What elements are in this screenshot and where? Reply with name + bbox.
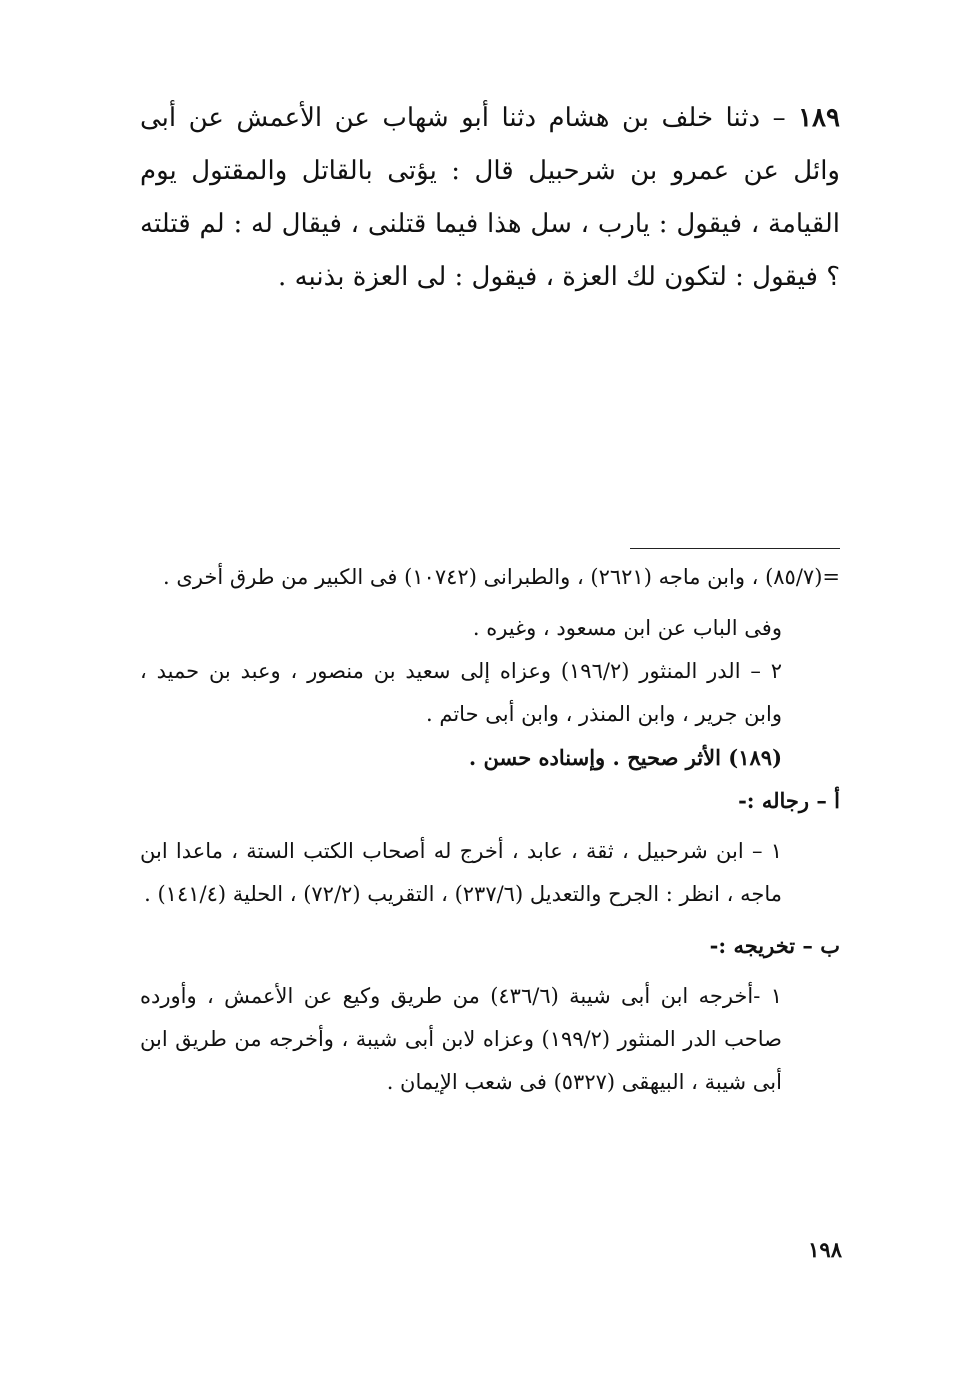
athar-verdict: (١٨٩) الأثر صحيح . وإسناده حسن . — [468, 745, 782, 770]
takhrij-item-1: ١ -أخرجه ابن أبى شيبة (٤٣٦/٦) من طريق وكيع عن الأعمش ، وأورده صاحب الدر المنثور (١٩٩/٢) وعزاه لابن أبى شيبة ، وأخرجه من طريق ابن أبى شيبة ، البيهقى (٥٣٢٧) فى شعب الإيمان . — [140, 984, 782, 1094]
athar-number: ١٨٩ — [798, 103, 840, 133]
narration-paragraph — [140, 92, 840, 304]
footnote-separator — [630, 548, 840, 549]
footnote-2: ٢ – الدر المنثور (١٩٦/٢) وعزاه إلى سعيد بن منصور ، وعبد بن حميد ، وابن جرير ، وابن المنذر ، وابن أبى حاتم . — [140, 659, 782, 726]
rijal-item-1: ١ – ابن شرحبيل ، ثقة ، عابد ، أخرج له أصحاب الكتب الستة ، ماعدا ابن ماجه ، انظر : الجرح والتعديل (٢٣٧/٦) ، التقريب (٧٢/٢) ، الحلية (١٤١/٤) . — [140, 839, 782, 906]
heading-takhrij: ب – تخريجه :- — [709, 933, 840, 958]
footnote-continuation: =(٨٥/٧) ، وابن ماجه (٢٦٢١) ، والطبرانى (١٠٧٤٢) فى الكبير من طرق أخرى . — [163, 565, 840, 589]
narration-text: – دثنا خلف بن هشام دثنا أبو شهاب عن الأعمش عن أبى وائل عن عمرو بن شرحبيل قال : يؤتى بالقاتل والمقتول يوم القيامة ، فيقول : يارب ، سل هذا فيما قتلنى ، فيقال له : لم قتلته ؟ فيقول : لتكون لك العزة ، فيقول : لى العزة بذنبه . — [140, 103, 840, 292]
heading-rijal: أ – رجاله :- — [738, 788, 840, 813]
main-text-block — [140, 92, 840, 304]
footnote-bab: وفى الباب عن ابن مسعود ، وغيره . — [472, 616, 782, 640]
footnotes-block — [140, 556, 840, 1104]
page-number: ١٩٨ — [808, 1237, 842, 1262]
